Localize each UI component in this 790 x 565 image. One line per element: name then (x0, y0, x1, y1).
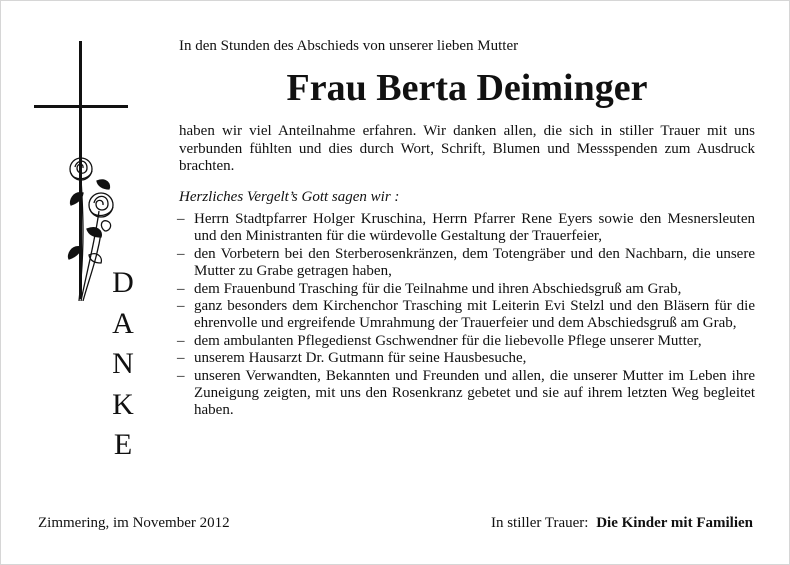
signers-name: Die Kinder mit Familien (596, 515, 753, 531)
thanks-list (177, 211, 755, 420)
list-dash: – (177, 332, 185, 349)
list-item (177, 298, 755, 333)
body-paragraph: haben wir viel Anteilnahme erfahren. Wir danken allen, die sich in stiller Trauer mit uns verbunden fühlten und dies durch Wort, Schrift, Blumen und Messspenden zum Ausdruck brachten. (179, 123, 755, 174)
list-dash: – (177, 350, 185, 367)
danke-vertical-text (101, 263, 145, 466)
list-item-text: dem Frauenbund Trasching für die Teilnahme und ihren Abschiedsgruß am Grab, (194, 280, 682, 297)
list-item-text: den Vorbetern bei den Sterberosenkränzen, dem Totengräber und den Nachbarn, die unsere Mutter zu Grabe getragen haben, (194, 245, 755, 280)
mourning-signature (491, 514, 753, 532)
list-dash: – (177, 280, 185, 297)
list-item (177, 368, 755, 420)
thanks-heading: Herzliches Vergelt’s Gott sagen wir : (179, 189, 400, 205)
list-item-text: Herrn Stadtpfarrer Holger Kruschina, Herrn Pfarrer Rene Eyers sowie den Mesnersleuten und den Ministranten für die würdevolle Gestaltung der Trauerfeier, (194, 211, 755, 245)
list-dash: – (177, 211, 185, 227)
danke-letter: N (112, 347, 134, 380)
list-dash: – (177, 367, 185, 384)
danke-letter: D (112, 266, 134, 299)
list-item (177, 281, 755, 298)
intro-line: In den Stunden des Abschieds von unserer lieben Mutter (179, 38, 519, 54)
list-item-text: unserem Hausarzt Dr. Gutmann für seine Hausbesuche, (194, 350, 527, 367)
list-dash: – (177, 298, 185, 315)
mourning-label: In stiller Trauer: (490, 515, 589, 531)
list-item-text: ganz besonders dem Kirchenchor Trasching mit Leiterin Evi Stelzl und den Bläsern für die ehrenvolle und ergreifende Umrahmung der Trauerfeier und dem Abschiedsgruß am Grab, (194, 298, 755, 332)
list-item (177, 211, 755, 246)
list-dash: – (177, 245, 185, 262)
danke-letter: A (112, 306, 134, 340)
list-item-text: dem ambulanten Pflegedienst Gschwendner für die liebevolle Pflege unserer Mutter, (194, 332, 702, 349)
list-item (177, 333, 755, 350)
list-item (177, 246, 755, 281)
list-item (177, 350, 755, 367)
list-item-text: unseren Verwandten, Bekannten und Freunden und allen, die unserer Mutter im Leben ihre Zuneigung zeigten, mit uns den Rosenkranz gebetet und sie auf ihrem letzten Weg begleitet haben. (194, 367, 755, 419)
danke-letter: E (113, 428, 133, 461)
place-date: Zimmering, im November 2012 (38, 515, 230, 531)
danke-letter: K (112, 387, 134, 421)
deceased-name: Frau Berta Deiminger (286, 67, 648, 109)
